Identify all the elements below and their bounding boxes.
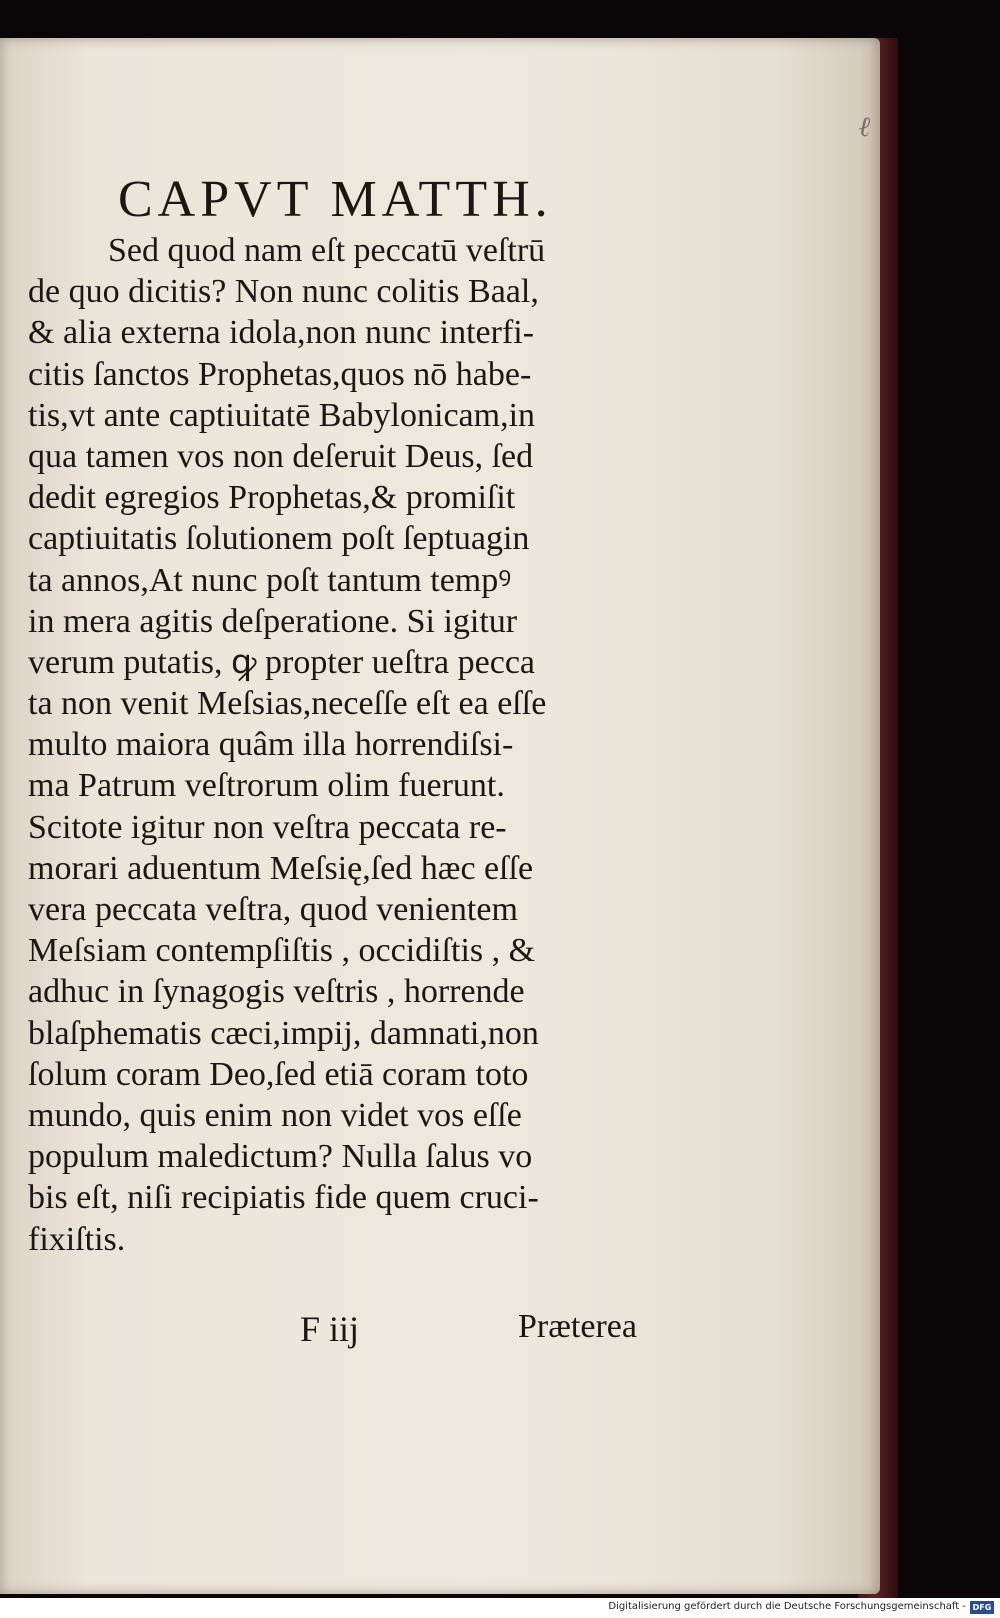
text-line: bis eſt, niſi recipiatis fide quem cruci- <box>28 1179 539 1217</box>
text-line: & alia externa idola,non nunc interfi- <box>28 314 535 352</box>
text-line: adhuc in ſynagogis veſtris , horrende <box>28 973 525 1011</box>
text-line: fixiſtis. <box>28 1220 126 1258</box>
signature-mark: F iij <box>300 1309 360 1349</box>
text-line: ta annos,At nunc poſt tantum tempꝰ <box>28 561 512 599</box>
text-line: dedit egregios Prophetas,& promiſit <box>28 479 516 517</box>
text-line: ma Patrum veſtrorum olim fuerunt. <box>28 767 505 805</box>
text-line: citis ſanctos Prophetas,quos nō habe- <box>28 355 532 393</box>
text-line: de quo dicitis? Non nunc colitis Baal, <box>28 273 539 311</box>
book-page <box>0 38 880 1594</box>
text-line: mundo, quis enim non videt vos eſſe <box>28 1096 522 1134</box>
text-line: vera peccata veſtra, quod venientem <box>28 891 518 928</box>
margin-mark: ℓ <box>854 108 875 145</box>
text-line: Sed quod nam eſt peccatū veſtrū <box>108 232 546 269</box>
text-line: ta non venit Meſsias,neceſſe eſt ea eſſe <box>28 685 547 723</box>
page-footer <box>0 1308 880 1358</box>
catchword: Præterea <box>518 1308 637 1345</box>
text-line: blaſphematis cæci,impij, damnati,non <box>28 1014 539 1052</box>
running-heading: CAPVT MATTH. <box>118 171 553 228</box>
text-line: Scitote igitur non veſtra peccata re- <box>28 808 507 846</box>
text-line: captiuitatis ſolutionem poſt ſeptuagin <box>28 520 530 558</box>
text-line: morari aduentum Meſsię,ſed hæc eſſe <box>28 849 534 887</box>
page-text <box>28 230 688 1260</box>
text-line: qua tamen vos non deſeruit Deus, ſed <box>28 437 534 475</box>
text-line: populum maledictum? Nulla ſalus vo <box>28 1138 533 1176</box>
text-line: tis,vt ante captiuitatē Babylonicam,in <box>28 396 536 434</box>
text-line: verum putatis, ꝙ propter ueſtra pecca <box>28 643 535 681</box>
credit-bar <box>0 1598 1000 1618</box>
text-line: multo maiora quâm illa horrendiſsi- <box>28 726 514 764</box>
text-line: Meſsiam contempſiſtis , occidiſtis , & <box>28 932 536 970</box>
text-line: in mera agitis deſperatione. Si igitur <box>28 602 518 640</box>
dfg-logo-icon: DFG <box>970 1601 994 1614</box>
text-line: ſolum coram Deo,ſed etiā coram toto <box>28 1055 529 1093</box>
funding-credit: Digitalisierung gefördert durch die Deutsche Forschungsgemeinschaft - <box>608 1601 966 1612</box>
